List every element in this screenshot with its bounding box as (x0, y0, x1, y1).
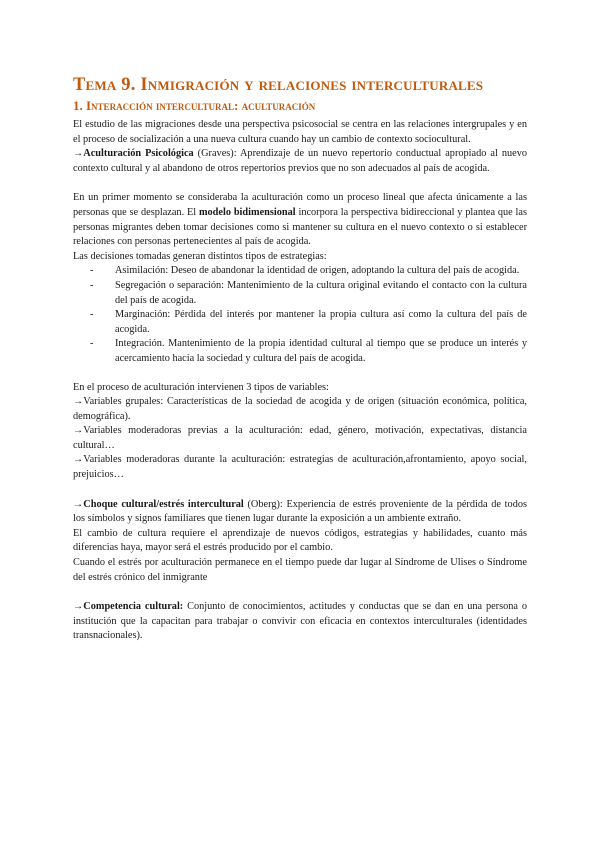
choque-paragraph: →Choque cultural/estrés intercultural (Oberg): Experiencia de estrés proveniente de la pérdida de todos los símbolos y signos familiares que tienen lugar durante la exposición a un ambiente extraño. (73, 498, 527, 525)
competencia-term: Competencia cultural: (83, 601, 184, 613)
aculturacion-text: (Graves): Aprendizaje de un nuevo repertorio conductual apropiado al nuevo contexto cultural y al abandono de otros repertorios previos que no son adecuados al país de acogida. (73, 148, 527, 174)
cambio-paragraph: El cambio de cultura requiere el aprendizaje de nuevos códigos, estrategias y habilidades, cuanto más diferencias haya, mayor será el estrés producido por el cambio. (73, 527, 527, 554)
list-item: - Asimilación: Deseo de abandonar la identidad de origen, adoptando la cultura del país de acogida. (73, 264, 527, 279)
list-item: - Integración. Mantenimiento de la propia identidad cultural al tiempo que se produce un interés y acercamiento hacia la sociedad y cultura del país de acogida. (90, 338, 527, 364)
dash-glyph: - (90, 309, 94, 321)
document-body (73, 118, 527, 644)
bidimensional-paragraph (73, 191, 527, 249)
arrow-glyph: → (73, 148, 84, 160)
bidimensional-term: modelo bidimensional (198, 206, 296, 218)
list-item: - Segregación o separación: Mantenimiento de la cultura original evitando el contacto con la cultura del país de acogida. (90, 279, 527, 306)
estrategias-intro: Las decisiones tomadas generan distintos tipos de estrategias: (73, 250, 327, 262)
aculturacion-paragraph (73, 147, 527, 176)
bidimensional-after: incorpora la perspectiva bidireccional y plantea que las personas migrantes deben tomar decisiones como si mantener su cultura en el nuevo contexto o si establecer relaciones con personas pertenecientes al país de acogida. (73, 206, 527, 248)
ulises-paragraph: Cuando el estrés por aculturación permanece en el tiempo puede dar lugar al Síndrome de Ulises o Síndrome del estrés crónico del inmigrante (73, 557, 527, 583)
competencia-paragraph: →Competencia cultural: Conjunto de conocimientos, actitudes y conductas que se dan en una persona o institución que la capacitan para trabajar o convivir con eficacia en contextos interculturales (identidades transnacionales). (73, 601, 527, 642)
page-title: Tema 9. Inmigración y relaciones interculturales (73, 75, 484, 95)
dash-glyph: - (90, 265, 94, 277)
dash-glyph: - (90, 279, 94, 291)
variable-item: →Variables moderadoras durante la aculturación: estrategias de aculturación,afrontamiento, apoyo social, prejuicios… (73, 454, 527, 481)
choque-term: Choque cultural/estrés intercultural (83, 498, 244, 510)
variable-item: →Variables moderadoras previas a la aculturación: edad, género, motivación, expectativas, distancia cultural… (73, 425, 527, 451)
estrategias-list (73, 264, 527, 366)
list-item: - Marginación: Pérdida del interés por mantener la propia cultura así como la cultura del país de acogida. (90, 309, 527, 335)
choque-text: (Oberg): Experiencia de estrés proveniente de la pérdida de todos los símbolos y signos familiares que tienen lugar durante la exposición a un ambiente extraño. (73, 498, 527, 525)
variables-intro: En el proceso de aculturación intervienen 3 tipos de variables: (73, 381, 329, 393)
aculturacion-term: Aculturación Psicológica (83, 148, 194, 160)
dash-glyph: - (90, 338, 94, 350)
section-heading: 1. Interacción intercultural: aculturación (73, 98, 316, 113)
variable-item: →Variables grupales: Características de la sociedad de acogida y de origen (situación económica, política, demográfica). (73, 396, 527, 422)
intro-paragraph: El estudio de las migraciones desde una perspectiva psicosocial se centra en las relaciones intergrupales y en el proceso de socialización a una nueva cultura cuando hay un cambio de contexto sociocultural. (73, 119, 527, 145)
competencia-text: Conjunto de conocimientos, actitudes y conductas que se dan en una persona o institución que la capacitan para trabajar o convivir con eficacia en contextos interculturales (identidades transnacionales). (73, 601, 527, 642)
bidimensional-before: En un primer momento se consideraba la aculturación como un proceso lineal que afecta únicamente a las personas que se desplazan. El (73, 192, 527, 218)
